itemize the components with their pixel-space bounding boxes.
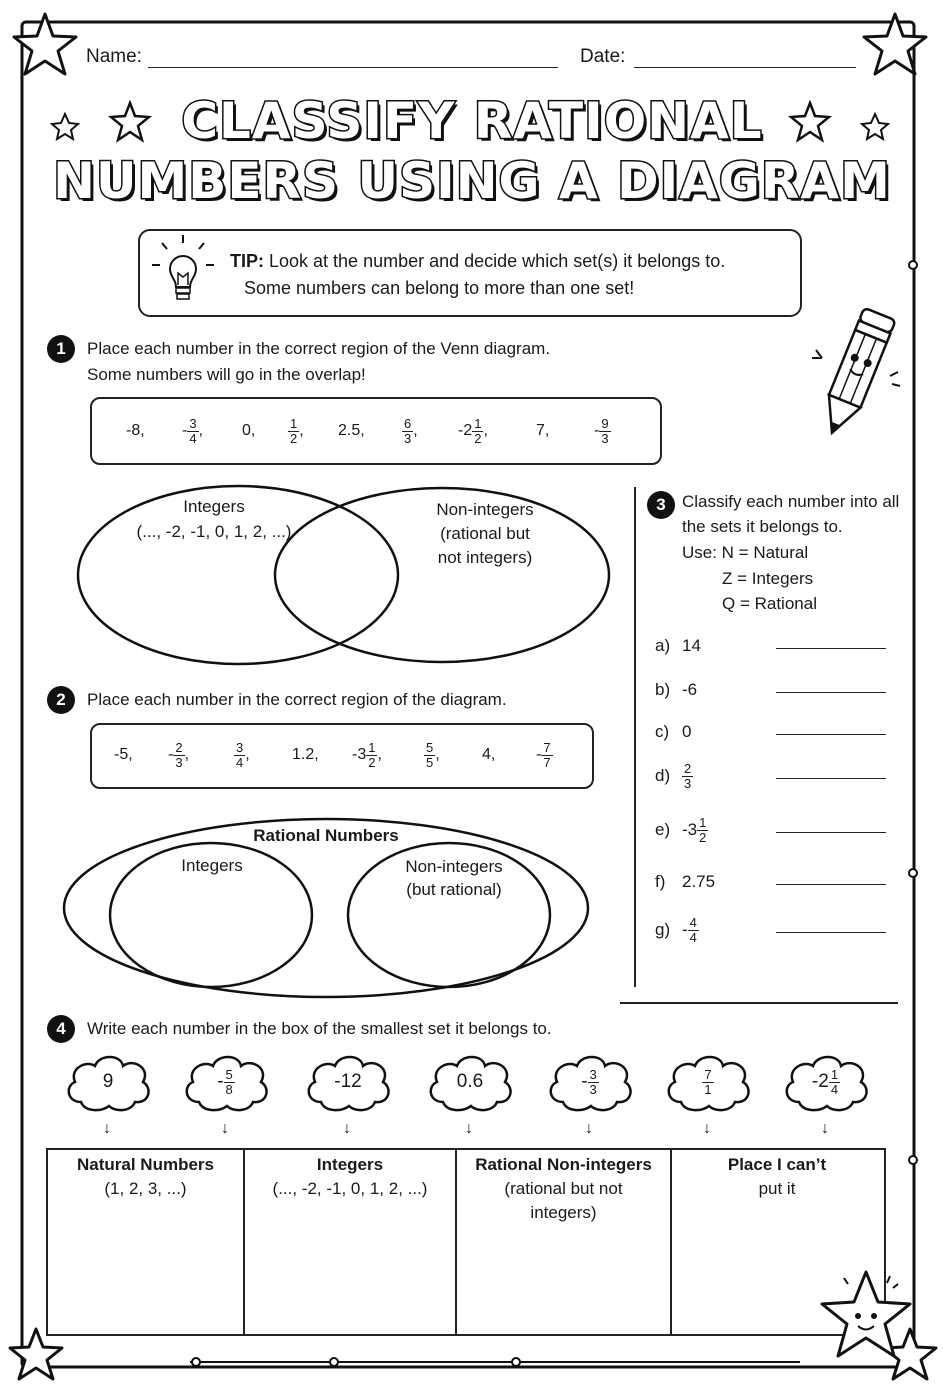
fraction xyxy=(697,816,708,845)
column-title: Rational Non-integers xyxy=(475,1155,652,1174)
corner-star-icon xyxy=(10,10,80,80)
fraction xyxy=(173,741,184,770)
q1-number-item xyxy=(242,414,255,448)
fraction-numerator: 4 xyxy=(689,914,697,930)
cloud-number xyxy=(179,1050,273,1114)
column-title: Natural Numbers xyxy=(77,1155,214,1174)
fraction xyxy=(288,417,299,446)
fraction xyxy=(224,1068,235,1097)
question-1-badge: 1 xyxy=(47,335,75,363)
date-label: Date: xyxy=(580,46,626,67)
fraction xyxy=(688,916,699,945)
q1-number-bank xyxy=(90,397,662,465)
fraction-denominator: 7 xyxy=(543,754,551,770)
q3-use-natural: Use: N = Natural xyxy=(682,543,809,562)
question-4-badge: 4 xyxy=(47,1015,75,1043)
page-title-line1: CLASSIFY RATIONAL xyxy=(181,92,763,150)
fraction-denominator: 2 xyxy=(699,829,707,845)
q1-number-item xyxy=(288,414,304,448)
fraction xyxy=(187,417,198,446)
number-sign: -3 xyxy=(682,820,698,839)
down-arrow-icon: ↓ xyxy=(465,1120,473,1137)
column-subtitle: integers) xyxy=(530,1203,597,1222)
venn-nonintegers-title: Non-integers xyxy=(436,500,534,519)
column-title: Integers xyxy=(316,1155,384,1174)
q3-answer-field[interactable] xyxy=(776,832,886,833)
fraction xyxy=(599,417,610,446)
q1-number-item xyxy=(338,414,365,448)
inner-nonintegers-sub: (but rational) xyxy=(406,880,502,899)
down-arrow-icon: ↓ xyxy=(703,1120,711,1137)
venn-integers-sub: (..., -2, -1, 0, 1, 2, ...) xyxy=(136,522,292,541)
question-3-badge: 3 xyxy=(647,491,675,519)
number-text: 2.5, xyxy=(338,422,365,439)
number-text: -8, xyxy=(126,422,145,439)
q1-number-item xyxy=(402,414,418,448)
q3-row-label: g) xyxy=(655,920,671,939)
number-comma: , xyxy=(198,422,204,439)
q1-number-item xyxy=(458,414,488,448)
fraction-denominator: 3 xyxy=(684,775,692,791)
number-comma: , xyxy=(245,746,250,763)
fraction-numerator: 3 xyxy=(236,739,244,755)
fraction-denominator: 4 xyxy=(189,430,197,446)
fraction-numerator: 6 xyxy=(404,415,412,431)
table-column-header xyxy=(672,1153,882,1201)
fraction-denominator: 3 xyxy=(404,430,412,446)
cloud-number xyxy=(543,1050,637,1114)
tip-box xyxy=(138,229,802,317)
q3-answer-field[interactable] xyxy=(776,734,886,735)
number-comma: , xyxy=(377,746,382,763)
q3-bottom-rule xyxy=(620,1002,898,1004)
number-text: -6 xyxy=(682,680,698,699)
q3-row-value xyxy=(682,714,691,750)
down-arrow-icon: ↓ xyxy=(221,1120,229,1137)
q2-number-item xyxy=(536,738,553,772)
fraction xyxy=(829,1068,840,1097)
fraction-denominator: 2 xyxy=(290,430,298,446)
q1-instruction-line1: Place each number in the correct region of the Venn diagram. xyxy=(87,339,551,358)
q3-answer-field[interactable] xyxy=(776,648,886,649)
q2-instruction-line1: Place each number in the correct region of the diagram. xyxy=(87,690,507,709)
number-text: 0 xyxy=(682,722,692,741)
smiling-star-icon xyxy=(818,1266,918,1366)
number-comma: , xyxy=(483,422,488,439)
q1-number-item xyxy=(126,414,145,448)
venn-nonintegers-sub1: (rational but xyxy=(440,524,530,543)
number-text: 9 xyxy=(102,1071,114,1092)
q3-row-label: c) xyxy=(655,722,670,741)
fraction-denominator: 4 xyxy=(830,1081,839,1097)
q2-number-item xyxy=(234,738,250,772)
q4-instruction-line1: Write each number in the box of the smallest set it belongs to. xyxy=(87,1019,552,1038)
column-subtitle: (rational but not xyxy=(504,1179,623,1198)
number-sign: -2 xyxy=(811,1071,829,1092)
number-sign: - xyxy=(594,422,600,439)
fraction-denominator: 5 xyxy=(426,754,434,770)
number-comma: , xyxy=(299,422,304,439)
fraction-denominator: 2 xyxy=(368,754,376,770)
q3-row-value xyxy=(682,812,708,848)
q1-instruction-line2: Some numbers will go in the overlap! xyxy=(87,365,366,384)
fraction-numerator: 2 xyxy=(684,760,692,776)
number-comma: , xyxy=(435,746,440,763)
number-text: 1.2, xyxy=(292,746,319,763)
number-comma: , xyxy=(413,422,418,439)
table-column-header xyxy=(457,1153,670,1225)
fraction-denominator: 4 xyxy=(689,929,697,945)
fraction-numerator: 3 xyxy=(589,1066,597,1082)
fraction xyxy=(234,741,245,770)
number-text: 7, xyxy=(536,422,550,439)
q3-use-rational: Q = Rational xyxy=(722,594,817,613)
q3-row-value xyxy=(682,628,701,664)
down-arrow-icon: ↓ xyxy=(821,1120,829,1137)
cloud-number xyxy=(301,1050,395,1114)
fraction-denominator: 4 xyxy=(236,754,244,770)
number-sign: - xyxy=(536,746,542,763)
fraction-numerator: 1 xyxy=(830,1066,839,1082)
number-sign: - xyxy=(581,1071,588,1092)
fraction-denominator: 3 xyxy=(601,430,609,446)
q1-number-item xyxy=(536,414,549,448)
pencil-mascot-icon xyxy=(808,296,908,446)
number-text: 0.6 xyxy=(456,1071,484,1092)
number-text: -12 xyxy=(334,1071,362,1092)
fraction-numerator: 1 xyxy=(368,739,376,755)
tip-line1: TIP: Look at the number and decide which set(s) it belongs to. xyxy=(230,251,726,271)
fraction-numerator: 5 xyxy=(225,1066,233,1082)
fraction-numerator: 5 xyxy=(426,739,434,755)
table-column-header xyxy=(48,1153,243,1201)
cloud-number xyxy=(423,1050,517,1114)
fraction-denominator: 2 xyxy=(474,430,482,446)
number-sign: -3 xyxy=(352,746,367,763)
tip-line2: Some numbers can belong to more than one set! xyxy=(244,278,635,298)
q3-row-value xyxy=(682,912,699,948)
rational-numbers-label: Rational Numbers xyxy=(253,826,399,845)
q2-number-item xyxy=(168,738,189,772)
q3-row-value xyxy=(682,864,715,900)
q3-answer-field[interactable] xyxy=(776,884,886,885)
q3-answer-field[interactable] xyxy=(776,778,886,779)
q3-row-label: a) xyxy=(655,636,671,655)
number-text: 0, xyxy=(242,422,256,439)
q1-number-item xyxy=(594,414,611,448)
fraction xyxy=(402,417,413,446)
q2-number-item xyxy=(352,738,382,772)
fraction-numerator: 7 xyxy=(704,1066,712,1082)
q3-instruction-line2: the sets it belongs to. xyxy=(682,517,843,536)
fraction xyxy=(541,741,552,770)
fraction-numerator: 9 xyxy=(601,415,609,431)
q3-row-label: e) xyxy=(655,820,671,839)
number-comma: , xyxy=(184,746,190,763)
cloud-number xyxy=(61,1050,155,1114)
fraction-denominator: 1 xyxy=(704,1081,712,1097)
column-subtitle: (1, 2, 3, ...) xyxy=(104,1179,187,1198)
fraction xyxy=(702,1068,713,1097)
number-sign: - xyxy=(682,920,688,939)
number-text: 14 xyxy=(682,636,701,655)
fraction xyxy=(472,417,483,446)
cloud-number xyxy=(661,1050,755,1114)
number-sign: - xyxy=(217,1071,224,1092)
number-sign: - xyxy=(182,422,188,439)
q2-number-item xyxy=(292,738,319,772)
lightbulb-icon xyxy=(150,233,216,309)
number-sign: -2 xyxy=(458,422,473,439)
number-text: 2.75 xyxy=(682,872,716,891)
q3-row-value xyxy=(682,758,693,794)
name-field[interactable] xyxy=(148,67,558,68)
page-title-line2: NUMBERS USING A DIAGRAM xyxy=(53,152,891,210)
q3-row-label: b) xyxy=(655,680,671,699)
q3-row-label: f) xyxy=(655,872,666,891)
cloud-number xyxy=(779,1050,873,1114)
q2-number-item xyxy=(114,738,133,772)
name-label: Name: xyxy=(86,46,142,67)
fraction xyxy=(366,741,377,770)
q3-use-integers: Z = Integers xyxy=(722,569,814,588)
fraction xyxy=(424,741,435,770)
fraction-numerator: 1 xyxy=(474,415,482,431)
fraction-denominator: 8 xyxy=(225,1081,233,1097)
fraction xyxy=(588,1068,599,1097)
q1-number-item xyxy=(182,414,203,448)
q2-number-item xyxy=(424,738,440,772)
number-sign: - xyxy=(168,746,174,763)
venn-integers-title: Integers xyxy=(183,497,245,516)
q3-answer-field[interactable] xyxy=(776,932,886,933)
venn-nonintegers-sub2: not integers) xyxy=(437,548,533,567)
fraction-numerator: 7 xyxy=(543,739,551,755)
fraction-numerator: 3 xyxy=(189,415,197,431)
q2-number-bank xyxy=(90,723,594,789)
fraction xyxy=(682,762,693,791)
q2-number-item xyxy=(482,738,495,772)
down-arrow-icon: ↓ xyxy=(343,1120,351,1137)
q3-divider xyxy=(634,487,636,987)
table-column-header xyxy=(245,1153,455,1201)
inner-integers-label: Integers xyxy=(181,856,243,875)
column-subtitle: (..., -2, -1, 0, 1, 2, ...) xyxy=(272,1179,428,1198)
q3-row-label: d) xyxy=(655,766,671,785)
corner-star-icon xyxy=(860,10,930,80)
fraction-numerator: 1 xyxy=(290,415,298,431)
inner-nonintegers-label: Non-integers xyxy=(405,857,503,876)
q3-answer-field[interactable] xyxy=(776,692,886,693)
column-title: Place I can’t xyxy=(727,1155,827,1174)
down-arrow-icon: ↓ xyxy=(103,1120,111,1137)
fraction-numerator: 1 xyxy=(699,814,707,830)
q3-row-value xyxy=(682,672,697,708)
fraction-denominator: 3 xyxy=(589,1081,597,1097)
column-subtitle: put it xyxy=(758,1179,796,1198)
number-text: 4, xyxy=(482,746,496,763)
fraction-numerator: 2 xyxy=(175,739,183,755)
q3-instruction-line1: Classify each number into all xyxy=(682,492,900,511)
question-2-badge: 2 xyxy=(47,686,75,714)
number-text: -5, xyxy=(114,746,133,763)
date-field[interactable] xyxy=(634,67,856,68)
down-arrow-icon: ↓ xyxy=(585,1120,593,1137)
fraction-denominator: 3 xyxy=(175,754,183,770)
